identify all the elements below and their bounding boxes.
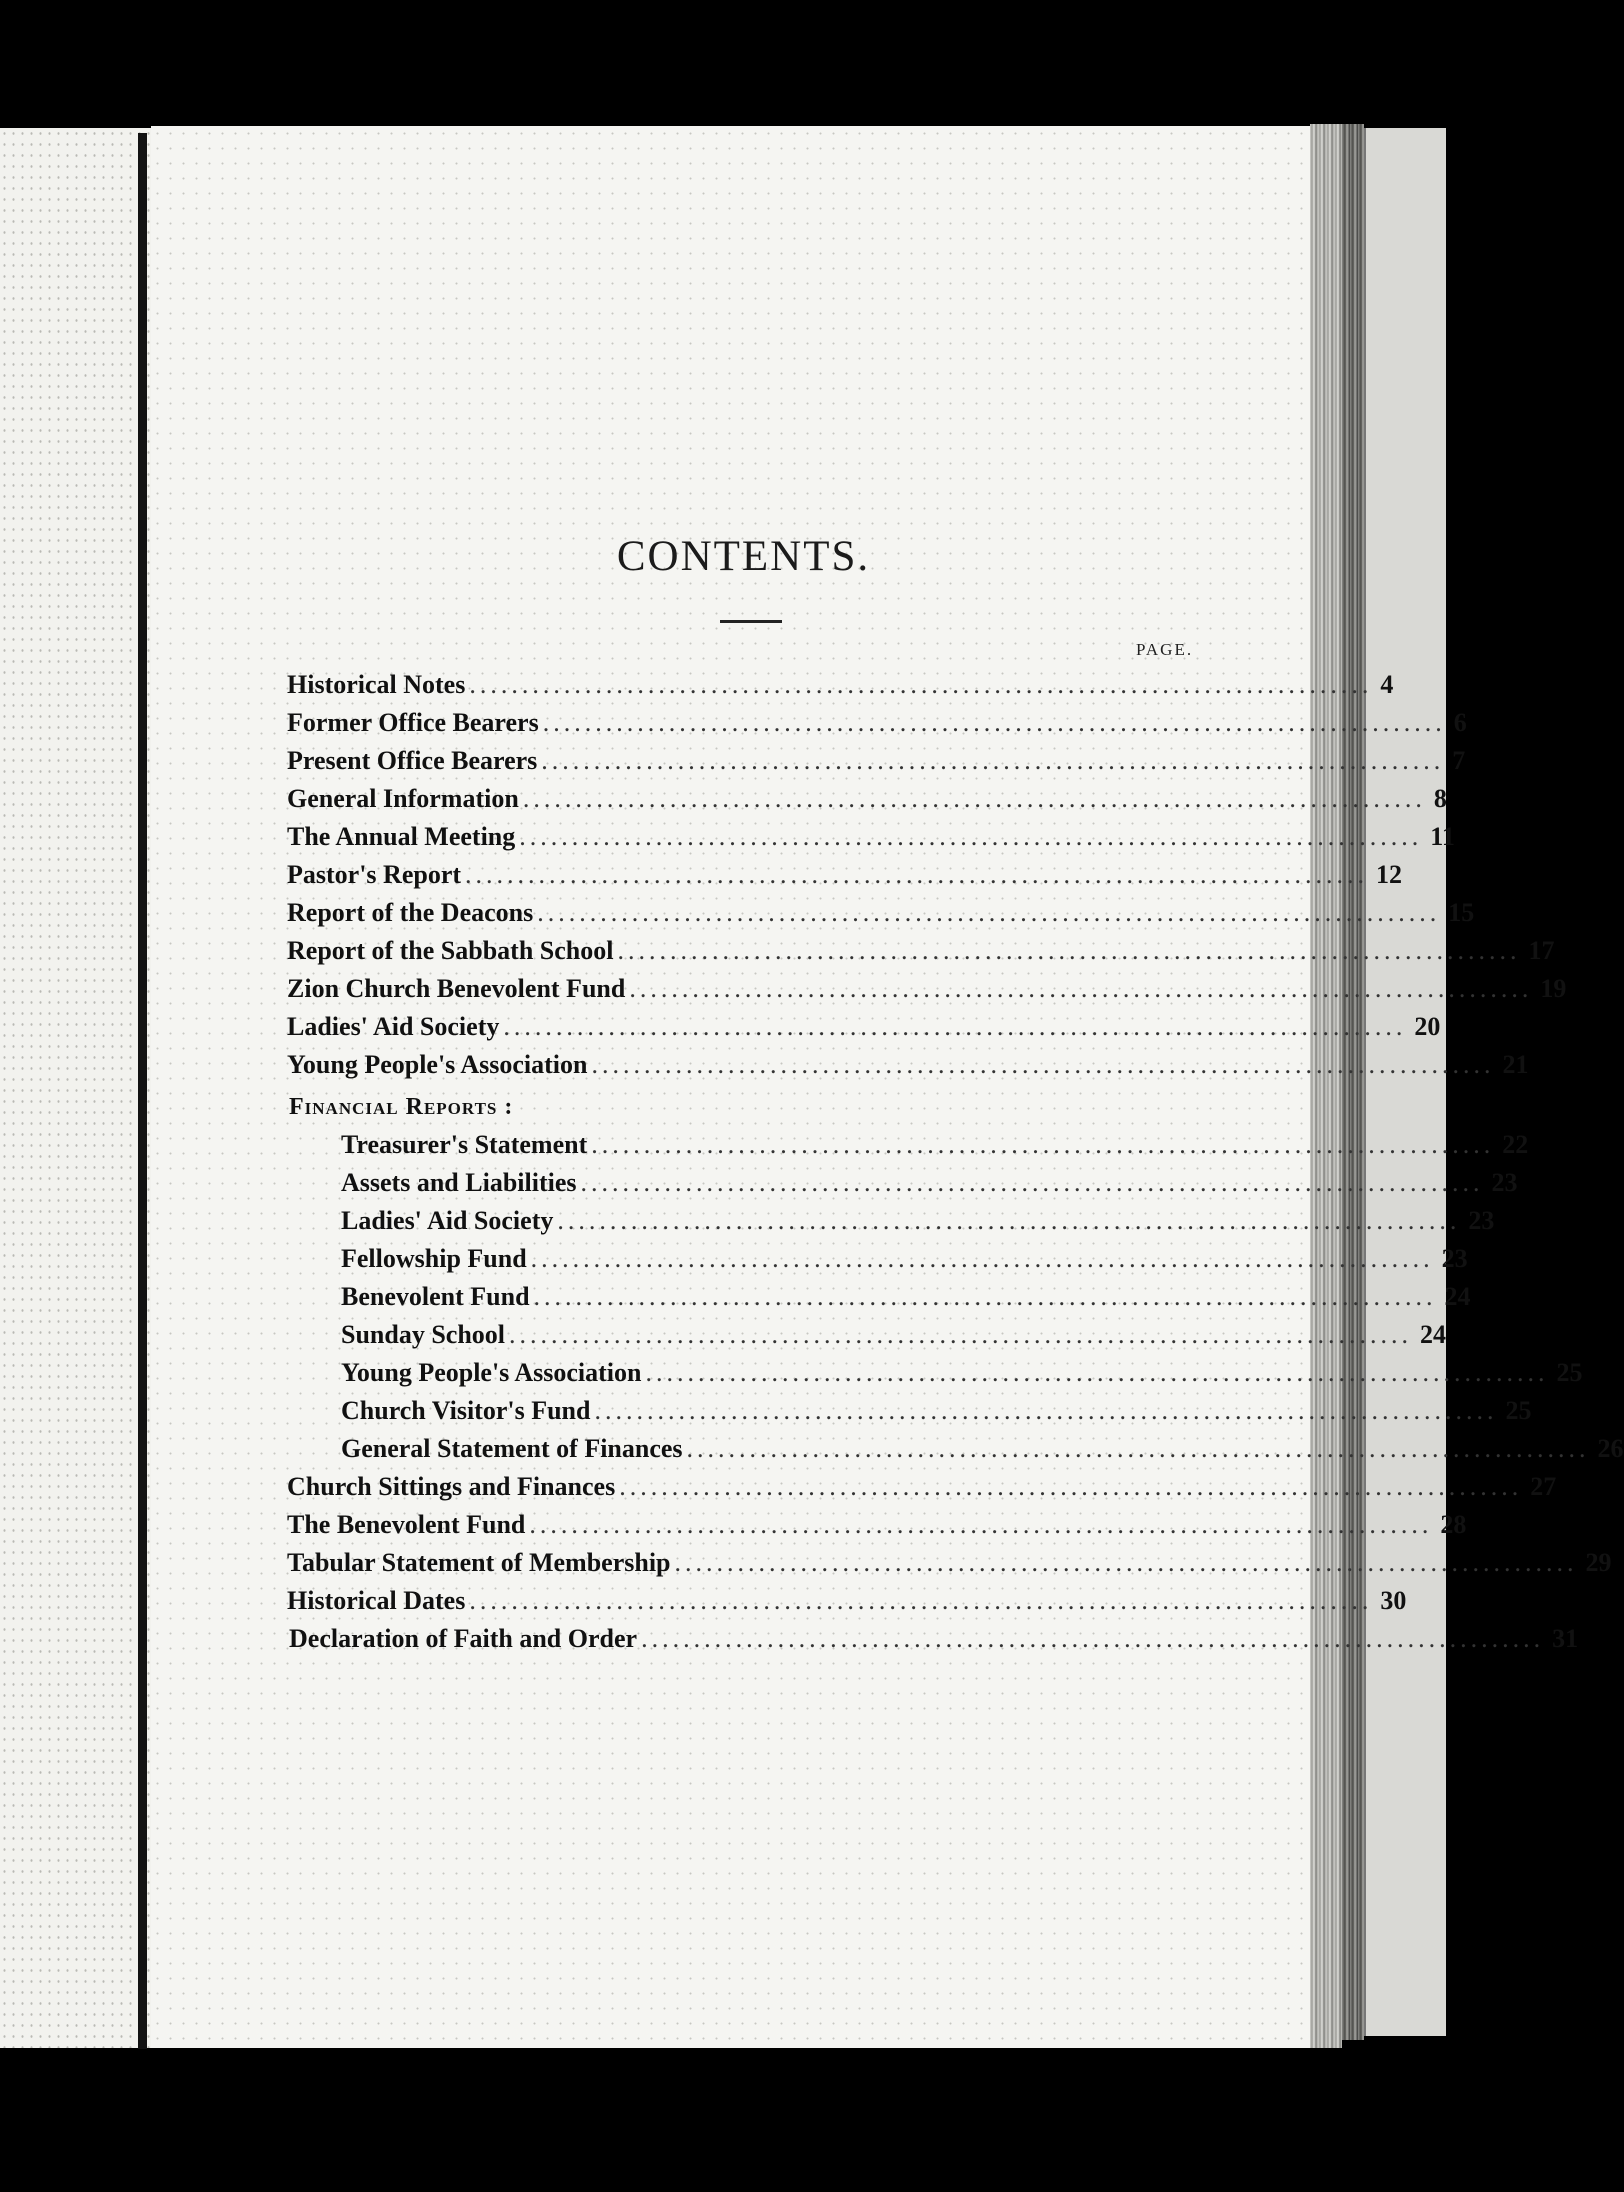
dot-leader: ...................................................................................... bbox=[591, 1130, 1495, 1159]
toc-entry-title: Tabular Statement of Membership bbox=[287, 1548, 671, 1577]
toc-entry-title: Ladies' Aid Society bbox=[287, 1012, 500, 1041]
toc-entry bbox=[287, 746, 1466, 782]
toc-entry bbox=[287, 670, 1394, 706]
toc-entry-title: Report of the Deacons bbox=[287, 898, 534, 927]
toc-entry-title: General Statement of Finances bbox=[341, 1434, 683, 1463]
dot-leader: ...................................................................................... bbox=[619, 1472, 1523, 1501]
toc-entry-page: 8 bbox=[1433, 784, 1447, 813]
toc-subentry bbox=[341, 1130, 1529, 1166]
toc-entry-page: 21 bbox=[1502, 1050, 1529, 1079]
toc-subentry bbox=[341, 1168, 1518, 1204]
toc-entry bbox=[287, 822, 1455, 858]
toc-entry-title: Fellowship Fund bbox=[341, 1244, 527, 1273]
financial-reports-heading: Financial Reports : bbox=[289, 1094, 514, 1120]
toc-subentry bbox=[341, 1434, 1624, 1470]
toc-entry bbox=[287, 860, 1403, 896]
page-title: CONTENTS. bbox=[616, 533, 871, 580]
toc-entry-page: 17 bbox=[1528, 936, 1555, 965]
toc-entry-title: Zion Church Benevolent Fund bbox=[287, 974, 626, 1003]
dot-leader: ...................................................................................... bbox=[469, 1586, 1373, 1615]
cover-edge bbox=[1342, 124, 1364, 2040]
dot-leader: ...................................................................................... bbox=[542, 708, 1446, 737]
toc-subentry bbox=[341, 1244, 1468, 1280]
toc-entry bbox=[289, 1624, 1579, 1660]
toc-entry-title: General Information bbox=[287, 784, 519, 813]
toc-entry bbox=[287, 1510, 1467, 1546]
toc-entry-title: Church Visitor's Fund bbox=[341, 1396, 591, 1425]
toc-subentry bbox=[341, 1282, 1471, 1318]
title-rule bbox=[720, 620, 782, 623]
dot-leader: ...................................................................................... bbox=[686, 1434, 1590, 1463]
toc-entry-page: 30 bbox=[1380, 1586, 1407, 1615]
toc-entry-page: 4 bbox=[1380, 670, 1394, 699]
dot-leader: ...................................................................................... bbox=[519, 822, 1423, 851]
toc-entry bbox=[287, 708, 1467, 744]
dot-leader: ...................................................................................... bbox=[533, 1282, 1437, 1311]
page-column-header: PAGE. bbox=[1136, 640, 1194, 659]
toc-entry-page: 28 bbox=[1440, 1510, 1467, 1539]
toc-entry-page: 11 bbox=[1430, 822, 1455, 851]
dot-leader: ...................................................................................... bbox=[629, 974, 1533, 1003]
dot-leader: ...................................................................................... bbox=[580, 1168, 1484, 1197]
toc-entry-page: 12 bbox=[1376, 860, 1403, 889]
toc-entry-page: 23 bbox=[1491, 1168, 1518, 1197]
toc-entry-page: 23 bbox=[1441, 1244, 1468, 1273]
dot-leader: ...................................................................................... bbox=[522, 784, 1426, 813]
toc-entry-page: 7 bbox=[1452, 746, 1466, 775]
dot-leader: ...................................................................................... bbox=[541, 746, 1445, 775]
dot-leader: ...................................................................................... bbox=[465, 860, 1369, 889]
toc-entry-title: Young People's Association bbox=[341, 1358, 642, 1387]
dot-leader: ...................................................................................... bbox=[591, 1050, 1495, 1079]
toc-entry-page: 26 bbox=[1597, 1434, 1624, 1463]
toc-entry-page: 24 bbox=[1420, 1320, 1447, 1349]
toc-entry-page: 31 bbox=[1552, 1624, 1579, 1653]
toc-entry-page: 6 bbox=[1453, 708, 1467, 737]
toc-entry bbox=[287, 1050, 1529, 1086]
toc-entry bbox=[287, 1012, 1441, 1048]
toc-entry-title: The Annual Meeting bbox=[287, 822, 516, 851]
toc-entry bbox=[287, 1586, 1407, 1622]
contents-page bbox=[151, 126, 1334, 2048]
toc-entry-page: 25 bbox=[1556, 1358, 1583, 1387]
toc-entry-title: Treasurer's Statement bbox=[341, 1130, 588, 1159]
dot-leader: ...................................................................................... bbox=[594, 1396, 1498, 1425]
binding-gutter bbox=[138, 133, 147, 2049]
toc-subentry bbox=[341, 1358, 1583, 1394]
toc-entry-title: Former Office Bearers bbox=[287, 708, 539, 737]
toc-entry-title: Present Office Bearers bbox=[287, 746, 538, 775]
toc-entry-page: 22 bbox=[1502, 1130, 1529, 1159]
toc-subentry bbox=[341, 1396, 1532, 1432]
dot-leader: ...................................................................................... bbox=[641, 1624, 1545, 1653]
toc-entry-title: Sunday School bbox=[341, 1320, 506, 1349]
toc-entry bbox=[287, 1472, 1557, 1508]
toc-entry-title: Assets and Liabilities bbox=[341, 1168, 577, 1197]
toc-entry-title: Historical Notes bbox=[287, 670, 466, 699]
toc-entry-page: 24 bbox=[1444, 1282, 1471, 1311]
toc-entry-title: The Benevolent Fund bbox=[287, 1510, 526, 1539]
toc-entry-title: Church Sittings and Finances bbox=[287, 1472, 616, 1501]
toc-subentry bbox=[341, 1206, 1495, 1242]
dot-leader: ...................................................................................... bbox=[557, 1206, 1461, 1235]
dot-leader: ...................................................................................... bbox=[617, 936, 1521, 965]
toc-subentry bbox=[341, 1320, 1447, 1356]
dot-leader: ...................................................................................... bbox=[509, 1320, 1413, 1349]
toc-entry-page: 19 bbox=[1540, 974, 1567, 1003]
toc-entry-title: Pastor's Report bbox=[287, 860, 462, 889]
toc-entry-page: 29 bbox=[1585, 1548, 1612, 1577]
back-cover bbox=[1364, 128, 1446, 2036]
toc-entry-title: Historical Dates bbox=[287, 1586, 466, 1615]
dot-leader: ...................................................................................... bbox=[503, 1012, 1407, 1041]
page-edges bbox=[1310, 124, 1342, 2048]
dot-leader: ...................................................................................... bbox=[674, 1548, 1578, 1577]
toc-entry bbox=[287, 1548, 1612, 1584]
toc-entry-title: Young People's Association bbox=[287, 1050, 588, 1079]
toc-entry-page: 27 bbox=[1530, 1472, 1557, 1501]
toc-entry bbox=[287, 898, 1475, 934]
dot-leader: ...................................................................................... bbox=[529, 1510, 1433, 1539]
dot-leader: ...................................................................................... bbox=[530, 1244, 1434, 1273]
dot-leader: ...................................................................................... bbox=[645, 1358, 1549, 1387]
toc-entry bbox=[287, 936, 1555, 972]
toc-entry-title: Benevolent Fund bbox=[341, 1282, 530, 1311]
toc-entry-title: Ladies' Aid Society bbox=[341, 1206, 554, 1235]
facing-page bbox=[0, 128, 176, 2048]
dot-leader: ...................................................................................... bbox=[537, 898, 1441, 927]
toc-entry-page: 20 bbox=[1414, 1012, 1441, 1041]
toc-entry-page: 15 bbox=[1448, 898, 1475, 927]
toc-entry-page: 25 bbox=[1505, 1396, 1532, 1425]
toc-entry-title: Declaration of Faith and Order bbox=[289, 1624, 638, 1653]
toc-entry bbox=[287, 974, 1567, 1010]
toc-entry-page: 23 bbox=[1468, 1206, 1495, 1235]
toc-entry bbox=[287, 784, 1447, 820]
dot-leader: ...................................................................................... bbox=[469, 670, 1373, 699]
toc-entry-title: Report of the Sabbath School bbox=[287, 936, 614, 965]
